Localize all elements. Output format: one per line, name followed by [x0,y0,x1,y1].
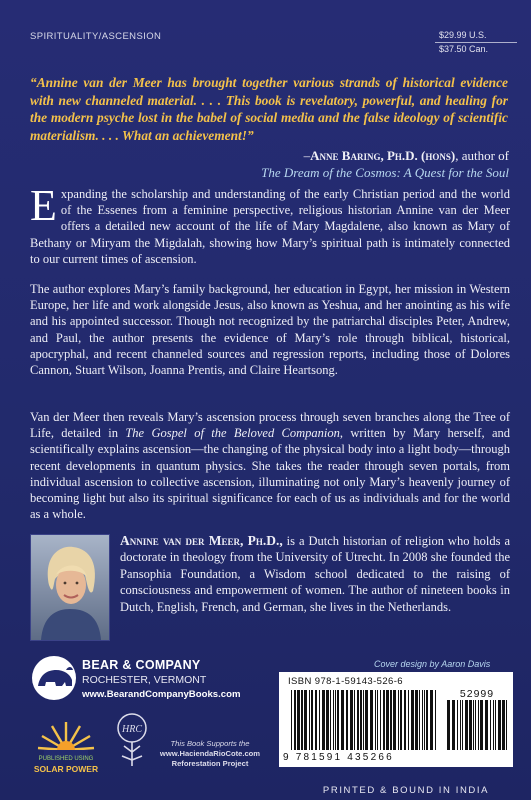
reforest-line-3: Reforestation Project [171,759,249,768]
barcode-bar [294,690,296,750]
barcode-bar [375,690,376,750]
barcode-bar [291,690,292,750]
barcode-box [279,672,513,767]
barcode-bar [330,690,331,750]
price-us: $29.99 U.S. [435,29,517,43]
bear-logo-icon [30,652,78,704]
barcode-bar [424,690,425,750]
addon-barcode [447,700,507,750]
barcode-bar [337,690,339,750]
barcode-bar [408,690,409,750]
barcode-bar [301,690,303,750]
isbn-text: ISBN 978-1-59143-526-6 [288,676,403,687]
barcode-bar [398,690,399,750]
barcode-bar [335,690,336,750]
barcode-bar [460,700,461,750]
barcode-bar [447,700,450,750]
ean-number: 9 781591 435266 [283,752,394,763]
publisher-name: BEAR & COMPANY [82,658,201,672]
barcode-bar [400,690,402,750]
barcode-bar [411,690,414,750]
cover-design-credit: Cover design by Aaron Davis [374,659,491,669]
description-paragraph-1 [30,181,510,267]
barcode-bar [304,690,307,750]
barcode-bar [430,690,433,750]
endorsement-quote: “Annine van der Meer has brought together various strands of historical evidence with new channeled material. . . . This book is revelatory, powerful, and healing for the modern psyche lost in the babel of social media and the false ideology of scientific materialism. . . . What an achievement!” [30,75,508,143]
barcode-bar [350,690,353,750]
barcode-bar [383,690,385,750]
ean-barcode [291,690,436,750]
description-paragraph-3 [30,409,510,522]
barcode-bar [426,690,428,750]
solar-label-bottom: SOLAR POWER [33,764,99,774]
publisher-location: ROCHESTER, VERMONT [82,674,207,686]
barcode-bar [326,690,329,750]
paragraph-3-text-b: , written by Mary herself, and scientifically explains ascension—the changing of the physical body into a light body—through recent developments in quantum physics. She takes the reader through seven portals, from individual ascension to collective ascension, illuminating not only Mary’s heavenly journey of becoming light but also its spiritual significance for each of us as individuals and for the world as a whole. [30,426,510,522]
barcode-bar [346,690,348,750]
barcode-bar [363,690,364,750]
barcode-bar [415,690,418,750]
barcode-bar [370,690,373,750]
quote-attribution [89,147,509,181]
barcode-bar [360,690,362,750]
barcode-bar [465,700,468,750]
author-bio [120,533,510,615]
barcode-bar [485,700,488,750]
hrc-mark: HRC [122,724,142,735]
barcode-bar [480,700,483,750]
price-box [435,29,517,56]
barcode-bar [297,690,300,750]
hrc-tree-logo-icon [112,712,152,770]
barcode-bar [377,690,378,750]
solar-power-logo [30,716,102,786]
author-bio-text: is a Dutch historian of religion who holds a doctorate in theology from the University of Utrecht. In 2008 she founded the Pansophia Foundation, a Wisdom school dedicated to the raising of consciousness and empowerment of women. The author of nineteen books in Dutch, English, French, and German, she lives in the Netherlands. [120,534,510,614]
category-label: SPIRITUALITY/ASCENSION [30,31,162,42]
attribution-of: , author of [455,148,509,163]
barcode-bar [393,690,396,750]
barcode-bar [462,700,463,750]
barcode-bar [498,700,501,750]
reforest-line-1: This Book Supports the [170,739,250,748]
paragraph-3-text-a: Van der Meer then reveals Mary’s ascension process through seven branches along the Tree of Life, detailed in [30,410,510,441]
publisher-block [30,652,270,707]
barcode-bar [390,690,392,750]
attribution-book-title: The Dream of the Cosmos: A Quest for the Soul [261,165,509,180]
author-name: Annine van der Meer, Ph.D., [120,533,283,548]
barcode-bar [319,690,320,750]
gospel-title: The Gospel of the Beloved Companion [125,426,340,441]
barcode-bar [311,690,313,750]
attribution-dash: – [303,148,311,163]
barcode-bar [473,700,474,750]
drop-cap: E [30,181,57,230]
reforestation-note [150,739,270,769]
barcode-bar [452,700,455,750]
barcode-bar [469,700,472,750]
barcode-bar [322,690,325,750]
barcode-bar [435,690,436,750]
paragraph-1-text: xpanding the scholarship and understanding of the early Christian period and the world of the Essenes from a feminine perspective, religious historian Annine van der Meer offers a detailed new account of the life of Mary Magdalene, also known as Mary of Bethany or Miryam the Migdalah, showing how Mary’s spiritual path is intimately connected to our current times of ascension. [30,187,510,266]
solar-label-top: PUBLISHED USING [38,756,94,762]
barcode-bar [380,690,381,750]
barcode-bar [493,700,494,750]
barcode-bar [357,690,359,750]
barcode-bar [341,690,344,750]
barcode-bar [354,690,355,750]
publisher-url[interactable]: www.BearandCompanyBooks.com [82,689,241,700]
barcode-bar [365,690,368,750]
barcode-bar [309,690,310,750]
barcode-bar [457,700,458,750]
barcode-bar [419,690,420,750]
attribution-name: Anne Baring, Ph.D. (hons) [310,148,456,163]
barcode-bar [386,690,389,750]
barcode-bar [490,700,491,750]
author-photo [30,534,110,641]
barcode-bar [475,700,476,750]
barcode-bar [315,690,317,750]
printed-in: PRINTED & BOUND IN INDIA [322,785,490,796]
barcode-bar [333,690,334,750]
sun-icon [30,716,102,758]
barcode-bar [506,700,507,750]
barcode-bar [404,690,406,750]
barcode-bar [495,700,496,750]
reforest-line-2: www.HaciendaRioCote.com [159,749,261,758]
price-canada: $37.50 Can. [439,44,489,54]
barcode-bar [422,690,423,750]
barcode-bar [502,700,505,750]
addon-number: 52999 [459,688,495,700]
barcode-bar [478,700,479,750]
description-paragraph-2: The author explores Mary’s family background, her education in Egypt, her mission in Western Europe, her life and work alongside Jesus, also known as Yeshua, and her anointing as his wife and his appointed successor. Though not recognized by the patriarchal disciples Peter, Andrew, and Paul, the author presents the evidence of Mary’s role through biblical, historical, apocryphal, and recent channeled sources and regression reports, including those of Dolores Cannon, Stuart Wilson, Joanna Prentis, and Claire Heartsong. [30,282,510,378]
